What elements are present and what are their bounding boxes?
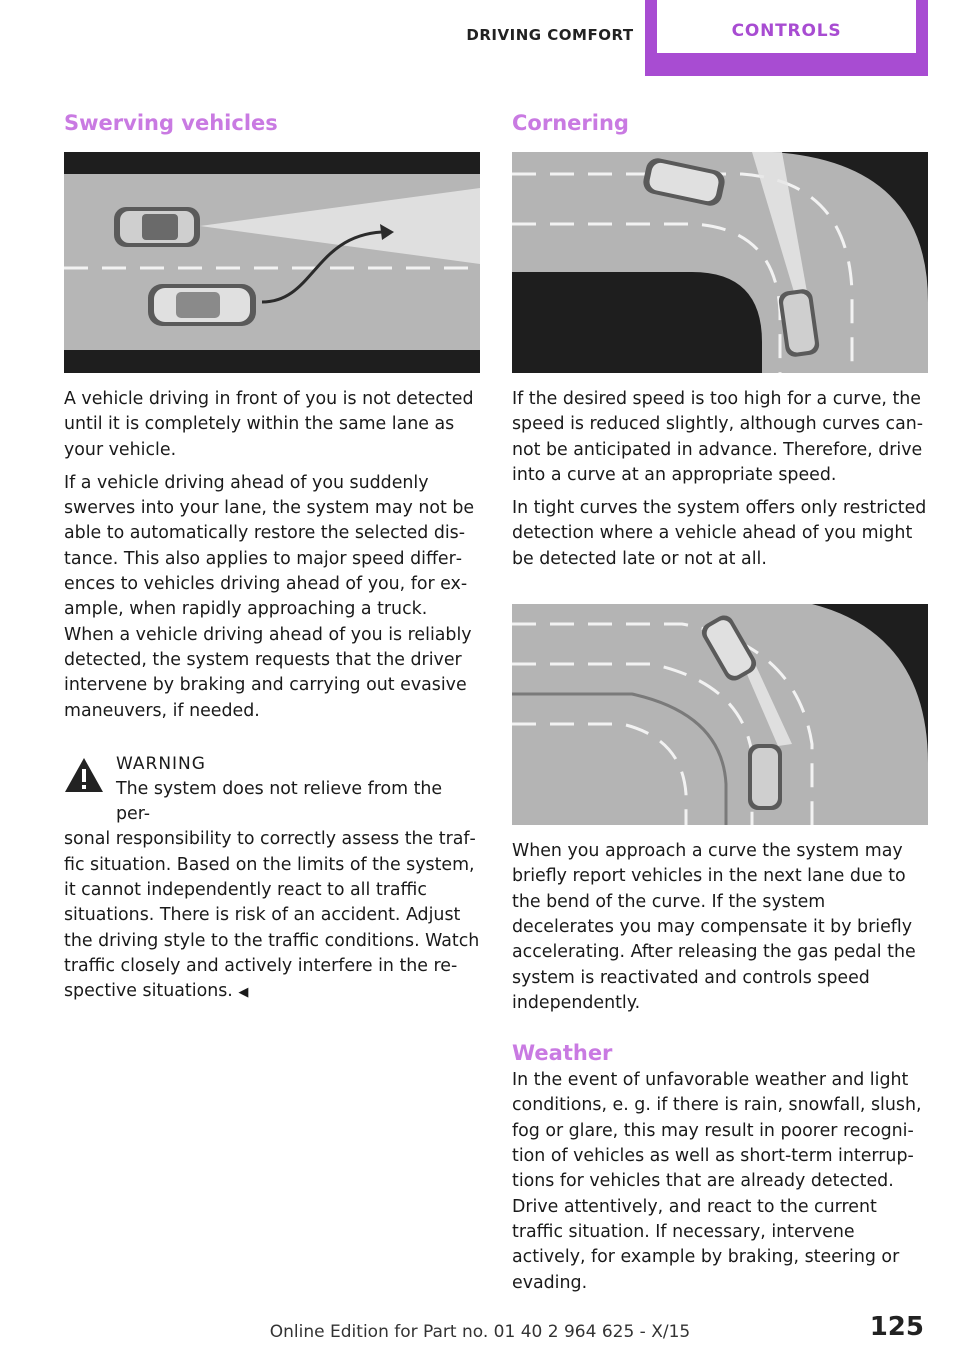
warning-text-body: sonal responsibility to correctly assess the traffic situation. Based on the limits of the system, it cannot independently react to all traffic situations. There is risk of an accident. Adjust the driving style to the traffic conditions. Watch traffic closely and actively interfere in the respective situations. [64,829,480,1002]
swerving-para-2: If a vehicle driving ahead of you suddenly swerves into your lane, the system may not be able to automatically restore the selected distance. This also applies to major speed differences to vehicles driving ahead of you, for example, when rapidly approaching a truck. When a vehicle driving ahead of you is reliably detected, the system requests that the driver intervene by braking and carrying out evasive maneuvers, if needed. [64,472,475,721]
cornering-illustration-1 [512,152,928,373]
weather-para: In the event of unfavorable weather and light conditions, e. g. if there is rain, snowfall, slush, fog or glare, this may result in poorer recognition of vehicles as well as short-term interruptions for vehicles that are already detected. Drive attentively, and react to the current traffic situation. If necessary, intervene actively, for example by braking, steering or evading. [512,1070,922,1293]
swerving-heading: Swerving vehicles [64,111,278,135]
swerving-car-icon [148,284,256,326]
weather-heading: Weather [512,1041,613,1066]
left-column [64,108,480,1006]
edition-footer: Online Edition for Part no. 01 40 2 964 625 - X/15 [269,1322,691,1342]
section-tab: DRIVING COMFORT [466,26,634,44]
swerving-para-1: A vehicle driving in front of you is not detected until it is completely within the same lane as your vehicle. [64,389,474,460]
cornering-heading: Cornering [512,111,629,135]
cornering-para-2: In tight curves the system offers only restricted detection where a vehicle ahead of you might be detected late or not at all. [512,498,927,569]
warning-first-line: The system does not relieve from the per- [116,778,443,825]
cornering-para-3: When you approach a curve the system may briefly report vehicles in the next lane due to the bend of the curve. If the system decelerates you may compensate it by briefly accelerating. After releasing the gas pedal the system is reactivated and controls speed independently. [512,841,916,1013]
own-car-icon [114,207,200,247]
warning-block [64,752,480,1006]
warning-title: WARNING [116,753,206,774]
page-number: 125 [869,1312,924,1342]
right-column [512,108,928,1296]
cornering-illustration-2 [512,604,928,825]
warning-triangle-icon [64,756,104,794]
own-car-icon [748,744,782,810]
chapter-tab [645,0,928,76]
end-marker: ◀ [238,985,249,1001]
swerving-vehicles-illustration [64,152,480,373]
chapter-tab-label: CONTROLS [657,0,916,53]
header-tabs [455,0,928,76]
warning-text [64,827,480,1005]
cornering-para-1: If the desired speed is too high for a curve, the speed is reduced slightly, although curves cannot be anticipated in advance. Therefore, drive into a curve at an appropriate speed. [512,389,924,485]
